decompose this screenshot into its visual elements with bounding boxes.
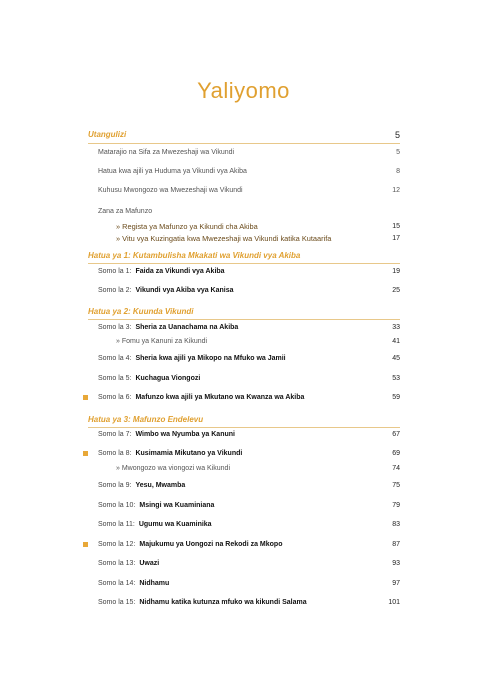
- lesson-name: Nidhamu katika kutunza mfuko wa kikundi Salama: [139, 599, 307, 606]
- lesson-label: Somo la 1:: [98, 268, 132, 275]
- toc-entry-text: Hatua kwa ajili ya Huduma ya Vikundi vya Akiba: [98, 168, 247, 175]
- toc-page-number: 5: [396, 149, 400, 156]
- lesson-label: Somo la 6:: [98, 394, 132, 401]
- toc-lesson-12[interactable]: [88, 538, 400, 552]
- toc-page-number: 83: [392, 521, 400, 528]
- lesson-label: Somo la 3:: [98, 324, 132, 331]
- toc-lesson-1[interactable]: [88, 265, 400, 279]
- toc-lesson-11[interactable]: [88, 518, 400, 532]
- toc-page-number: 45: [392, 355, 400, 362]
- toc-entry-text: Matarajio na Sifa za Mwezeshaji wa Vikundi: [98, 149, 235, 156]
- toc-entry-text: Utangulizi: [88, 130, 127, 139]
- lesson-name: Nidhamu: [139, 580, 170, 587]
- lesson-label: Somo la 15:: [98, 599, 136, 606]
- toc-lesson-10[interactable]: [88, 499, 400, 513]
- lesson-label: Somo la 11:: [98, 521, 135, 528]
- toc-entry-text: Hatua ya 1: Kutambulisha Mkakati wa Vikundi vya Akiba: [88, 251, 301, 260]
- toc-page-number: 25: [392, 287, 400, 294]
- highlight-bullet-icon: [83, 451, 88, 456]
- lesson-name: Sheria kwa ajili ya Mikopo na Mfuko wa Jamii: [135, 355, 286, 362]
- toc-page-number: 8: [396, 168, 400, 175]
- toc-page-number: 41: [392, 338, 400, 345]
- toc-page-number: 101: [388, 599, 400, 606]
- lesson-label: Somo la 4:: [98, 355, 132, 362]
- toc-entry-text: » Mwongozo wa viongozi wa Kikundi: [116, 465, 231, 472]
- lesson-name: Kusimamia Mikutano ya Vikundi: [135, 450, 243, 457]
- toc-page-number: 19: [392, 268, 400, 275]
- lesson-label: Somo la 12:: [98, 541, 136, 548]
- toc-entry-text: Hatua ya 3: Mafunzo Endelevu: [88, 415, 204, 424]
- toc-lesson-7[interactable]: [88, 428, 400, 442]
- toc-section-hatua-3[interactable]: [88, 413, 400, 427]
- toc-page-number: 97: [392, 580, 400, 587]
- lesson-label: Somo la 14:: [98, 580, 136, 587]
- lesson-name: Kuchagua Viongozi: [135, 375, 201, 382]
- lesson-name: Mafunzo kwa ajili ya Mkutano wa Kwanza wa Akiba: [135, 394, 305, 401]
- toc-page-number: 79: [392, 502, 400, 509]
- toc-page-number: 87: [392, 541, 400, 548]
- toc-page-number: 33: [392, 324, 400, 331]
- toc-page-number: 74: [392, 465, 400, 472]
- toc-page-number: 59: [392, 394, 400, 401]
- toc-entry-matarajio[interactable]: [88, 146, 400, 160]
- toc-entry-text: » Regista ya Mafunzo ya Kikundi cha Akiba: [116, 222, 258, 231]
- toc-page-number: 12: [392, 187, 400, 194]
- toc-lesson-9[interactable]: [88, 479, 400, 493]
- toc-page-number: 17: [392, 235, 400, 242]
- toc-entry-text: Hatua ya 2: Kuunda Vikundi: [88, 307, 194, 316]
- toc-page-number: 67: [392, 431, 400, 438]
- page-title: Yaliyomo: [197, 78, 290, 103]
- section-divider: [88, 319, 400, 320]
- toc-entry-text: Zana za Mafunzo: [98, 208, 153, 215]
- toc-entry-text: » Fomu ya Kanuni za Kikundi: [116, 338, 208, 345]
- toc-page-number: 15: [392, 223, 400, 230]
- toc-entry-kuhusu[interactable]: [88, 184, 400, 198]
- toc-page-number: 53: [392, 375, 400, 382]
- toc-subentry-vitu[interactable]: [88, 232, 400, 246]
- toc-subentry-fomu[interactable]: [88, 335, 400, 349]
- toc-page-number: 93: [392, 560, 400, 567]
- toc-lesson-5[interactable]: [88, 372, 400, 386]
- lesson-name: Msingi wa Kuaminiana: [139, 502, 215, 509]
- toc-lesson-4[interactable]: [88, 352, 400, 366]
- lesson-label: Somo la 7:: [98, 431, 132, 438]
- toc-section-hatua-1[interactable]: [88, 249, 400, 263]
- lesson-name: Faida za Vikundi vya Akiba: [135, 268, 225, 275]
- toc-entry-text: Kuhusu Mwongozo wa Mwezeshaji wa Vikundi: [98, 187, 243, 194]
- toc-page-number: 75: [392, 482, 400, 489]
- toc-entry-text: » Vitu vya Kuzingatia kwa Mwezeshaji wa Vikundi katika Kutaarifa: [116, 234, 332, 243]
- lesson-label: Somo la 8:: [98, 450, 132, 457]
- lesson-label: Somo la 2:: [98, 287, 132, 294]
- toc-lesson-8[interactable]: [88, 447, 400, 461]
- section-divider: [88, 263, 400, 264]
- lesson-name: Majukumu ya Uongozi na Rekodi za Mkopo: [139, 541, 283, 548]
- lesson-name: Wimbo wa Nyumba ya Kanuni: [135, 431, 235, 438]
- lesson-name: Yesu, Mwamba: [135, 482, 186, 489]
- toc-lesson-3[interactable]: [88, 321, 400, 335]
- highlight-bullet-icon: [83, 395, 88, 400]
- toc-subentry-mwongozo[interactable]: [88, 462, 400, 476]
- toc-section-hatua-2[interactable]: [88, 305, 400, 319]
- lesson-name: Ugumu wa Kuaminika: [138, 521, 212, 528]
- lesson-label: Somo la 13:: [98, 560, 136, 567]
- lesson-label: Somo la 5:: [98, 375, 132, 382]
- lesson-name: Sheria za Uanachama na Akiba: [135, 324, 239, 331]
- toc-lesson-15[interactable]: [88, 596, 400, 610]
- toc-page-number: 69: [392, 450, 400, 457]
- lesson-label: Somo la 10:: [98, 502, 136, 509]
- lesson-label: Somo la 9:: [98, 482, 132, 489]
- toc-lesson-6[interactable]: [88, 391, 400, 405]
- section-divider: [88, 143, 400, 144]
- toc-lesson-14[interactable]: [88, 577, 400, 591]
- toc-lesson-2[interactable]: [88, 284, 400, 298]
- lesson-name: Vikundi vya Akiba vya Kanisa: [135, 287, 234, 294]
- toc-lesson-13[interactable]: [88, 557, 400, 571]
- lesson-name: Uwazi: [139, 560, 160, 567]
- toc-entry-hatua-huduma[interactable]: [88, 165, 400, 179]
- toc-section-utangulizi[interactable]: [88, 128, 400, 142]
- highlight-bullet-icon: [83, 542, 88, 547]
- toc-page-number: 5: [394, 130, 400, 140]
- toc-entry-zana[interactable]: [88, 205, 400, 219]
